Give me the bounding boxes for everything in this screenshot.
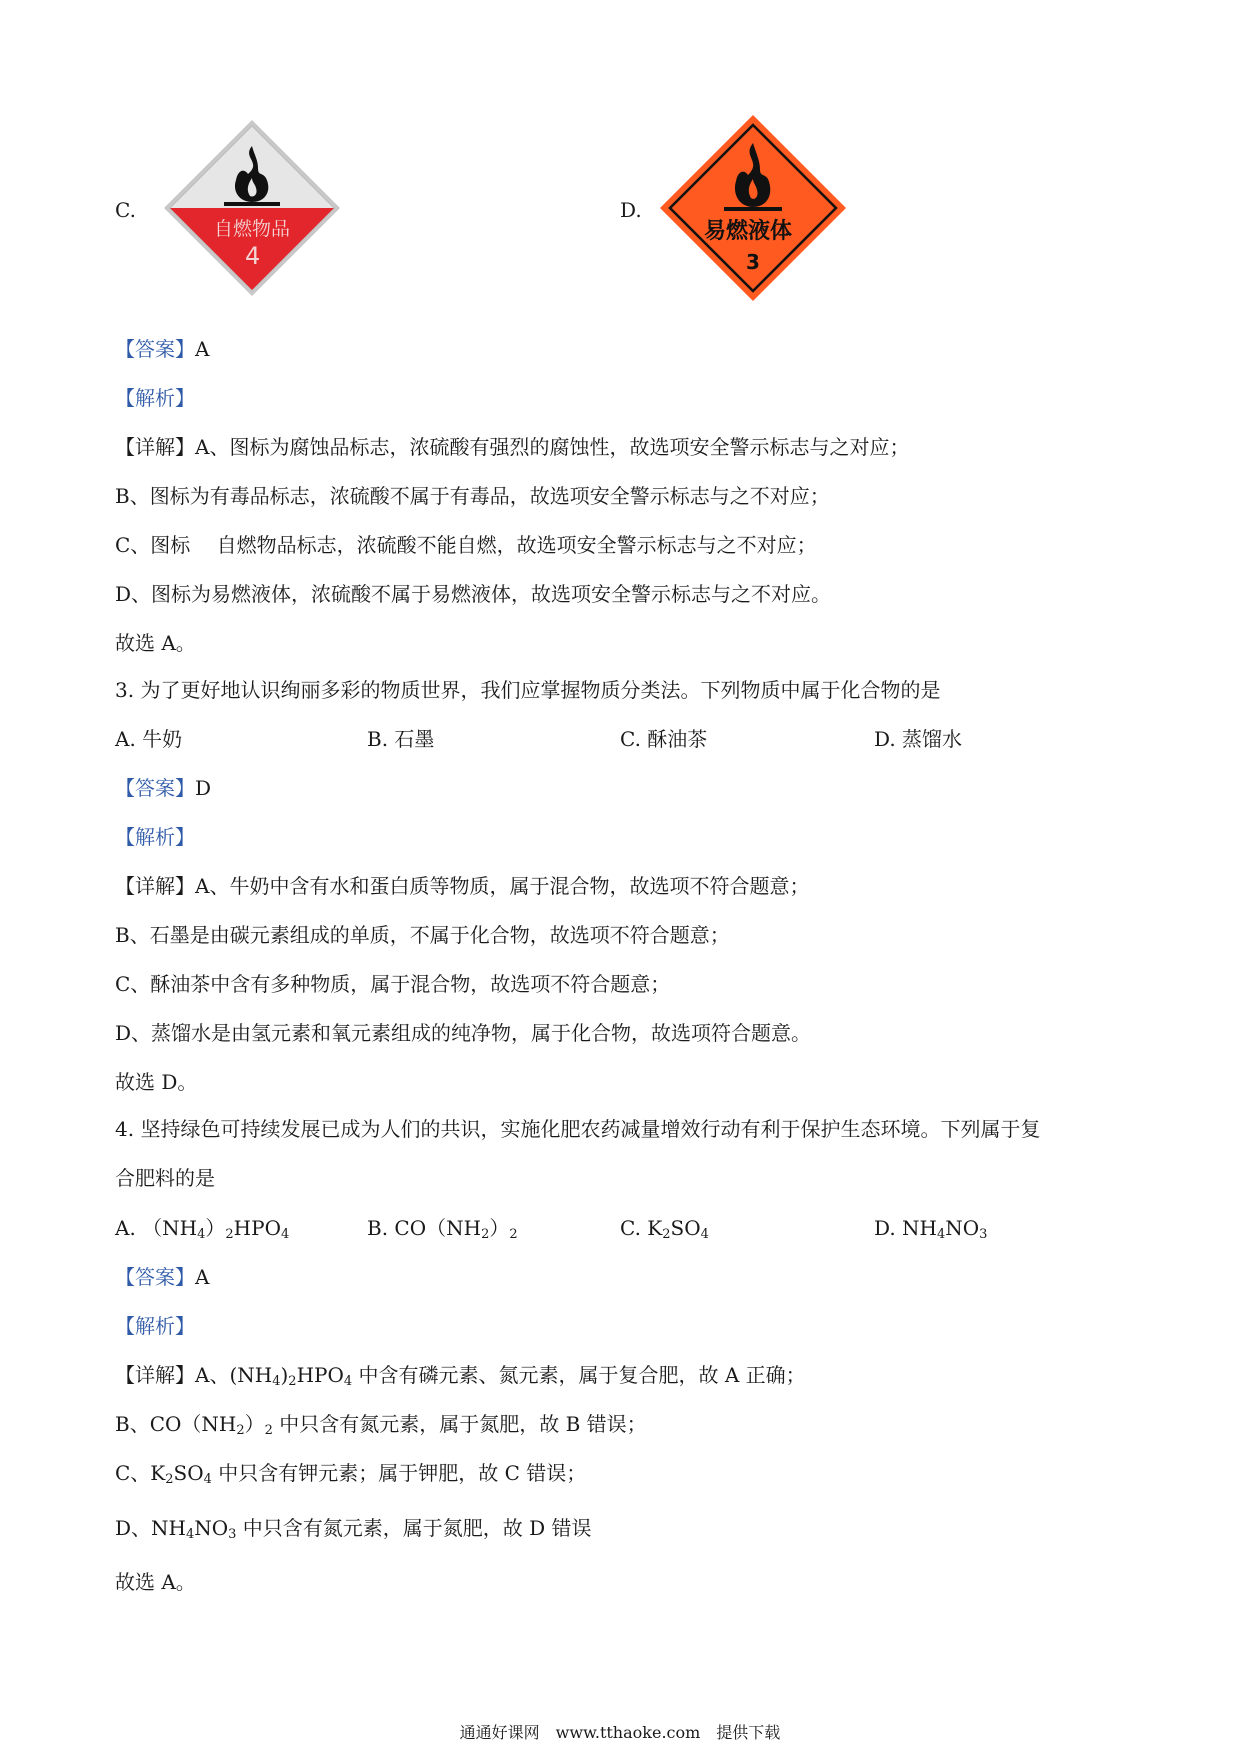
q3-detail-1: 【详解】A、牛奶中含有水和蛋白质等物质，属于混合物，故选项不符合题意； [115, 874, 810, 898]
q4-option-d: D. $NH_4NO_3$ [874, 1216, 988, 1242]
q4-stem-2: 合肥料的是 [115, 1166, 215, 1190]
q2-detail-1: 【详解】A、图标为腐蚀品标志，浓硫酸有强烈的腐蚀性，故选项安全警示标志与之对应； [115, 435, 910, 459]
spontaneous-combustion-sign [162, 118, 342, 298]
flammable-liquid-sign [658, 113, 848, 303]
q4-detail-3: C、$K_2SO_4$ 中只含有钾元素；属于钾肥，故 C 错误； [115, 1461, 587, 1487]
q4-detail-1: 【详解】A、$(NH_4)_2HPO_4$ 中含有磷元素、氮元素，属于复合肥，故 A 正确； [115, 1363, 806, 1389]
q3-option-d: D. 蒸馏水 [874, 727, 963, 751]
q3-answer: 【答案】D [115, 776, 212, 800]
q3-stem: 3. 为了更好地认识绚丽多彩的物质世界，我们应掌握物质分类法。下列物质中属于化合物的是 [115, 678, 941, 702]
q2-analysis-tag: 【解析】 [115, 386, 195, 410]
sign-d-number: 3 [746, 250, 760, 274]
q4-option-a: A. $(NH_4)_2HPO_4$ [115, 1216, 290, 1242]
q4-analysis-tag: 【解析】 [115, 1314, 195, 1338]
sign-c-number: 4 [245, 242, 261, 270]
q3-option-b: B. 石墨 [367, 727, 435, 751]
q4-option-b: B. $CO(NH_2)_2$ [367, 1216, 518, 1242]
q4-detail-2: B、$CO(NH_2)_2$ 中只含有氮元素，属于氮肥，故 B 错误； [115, 1412, 647, 1438]
q2-detail-3: C、图标 自燃物品标志，浓硫酸不能自燃，故选项安全警示标志与之不对应； [115, 533, 817, 557]
q4-answer: 【答案】A [115, 1265, 210, 1289]
q4-detail-4: D、$NH_4NO_3$ 中只含有氮元素，属于氮肥，故 D 错误 [115, 1516, 592, 1542]
option-d-letter: D. [620, 198, 642, 222]
q3-detail-2: B、石墨是由碳元素组成的单质，不属于化合物，故选项不符合题意； [115, 923, 730, 947]
q4-conclusion: 故选 A。 [115, 1570, 196, 1594]
q3-option-a: A. 牛奶 [115, 727, 183, 751]
q2-answer: 【答案】A [115, 337, 210, 361]
q2-conclusion: 故选 A。 [115, 631, 196, 655]
q2-detail-4: D、图标为易燃液体，浓硫酸不属于易燃液体，故选项安全警示标志与之不对应。 [115, 582, 832, 606]
q3-conclusion: 故选 D。 [115, 1070, 198, 1094]
sign-c-text: 自燃物品 [214, 218, 291, 240]
q3-analysis-tag: 【解析】 [115, 825, 195, 849]
option-c-letter: C. [115, 198, 136, 222]
sign-d-text: 易燃液体 [704, 219, 793, 244]
q3-option-c: C. 酥油茶 [620, 727, 708, 751]
q3-detail-4: D、蒸馏水是由氢元素和氧元素组成的纯净物，属于化合物，故选项符合题意。 [115, 1021, 812, 1045]
q3-detail-3: C、酥油茶中含有多种物质，属于混合物，故选项不符合题意； [115, 972, 671, 996]
page-footer: 通通好课网 www.tthaoke.com 提供下载 [459, 1723, 781, 1742]
q4-option-c: C. $K_2SO_4$ [620, 1216, 709, 1242]
q4-stem-1: 4. 坚持绿色可持续发展已成为人们的共识，实施化肥农药减量增效行动有利于保护生态环境。下列属于复 [115, 1117, 1041, 1141]
q2-detail-2: B、图标为有毒品标志，浓硫酸不属于有毒品，故选项安全警示标志与之不对应； [115, 484, 830, 508]
